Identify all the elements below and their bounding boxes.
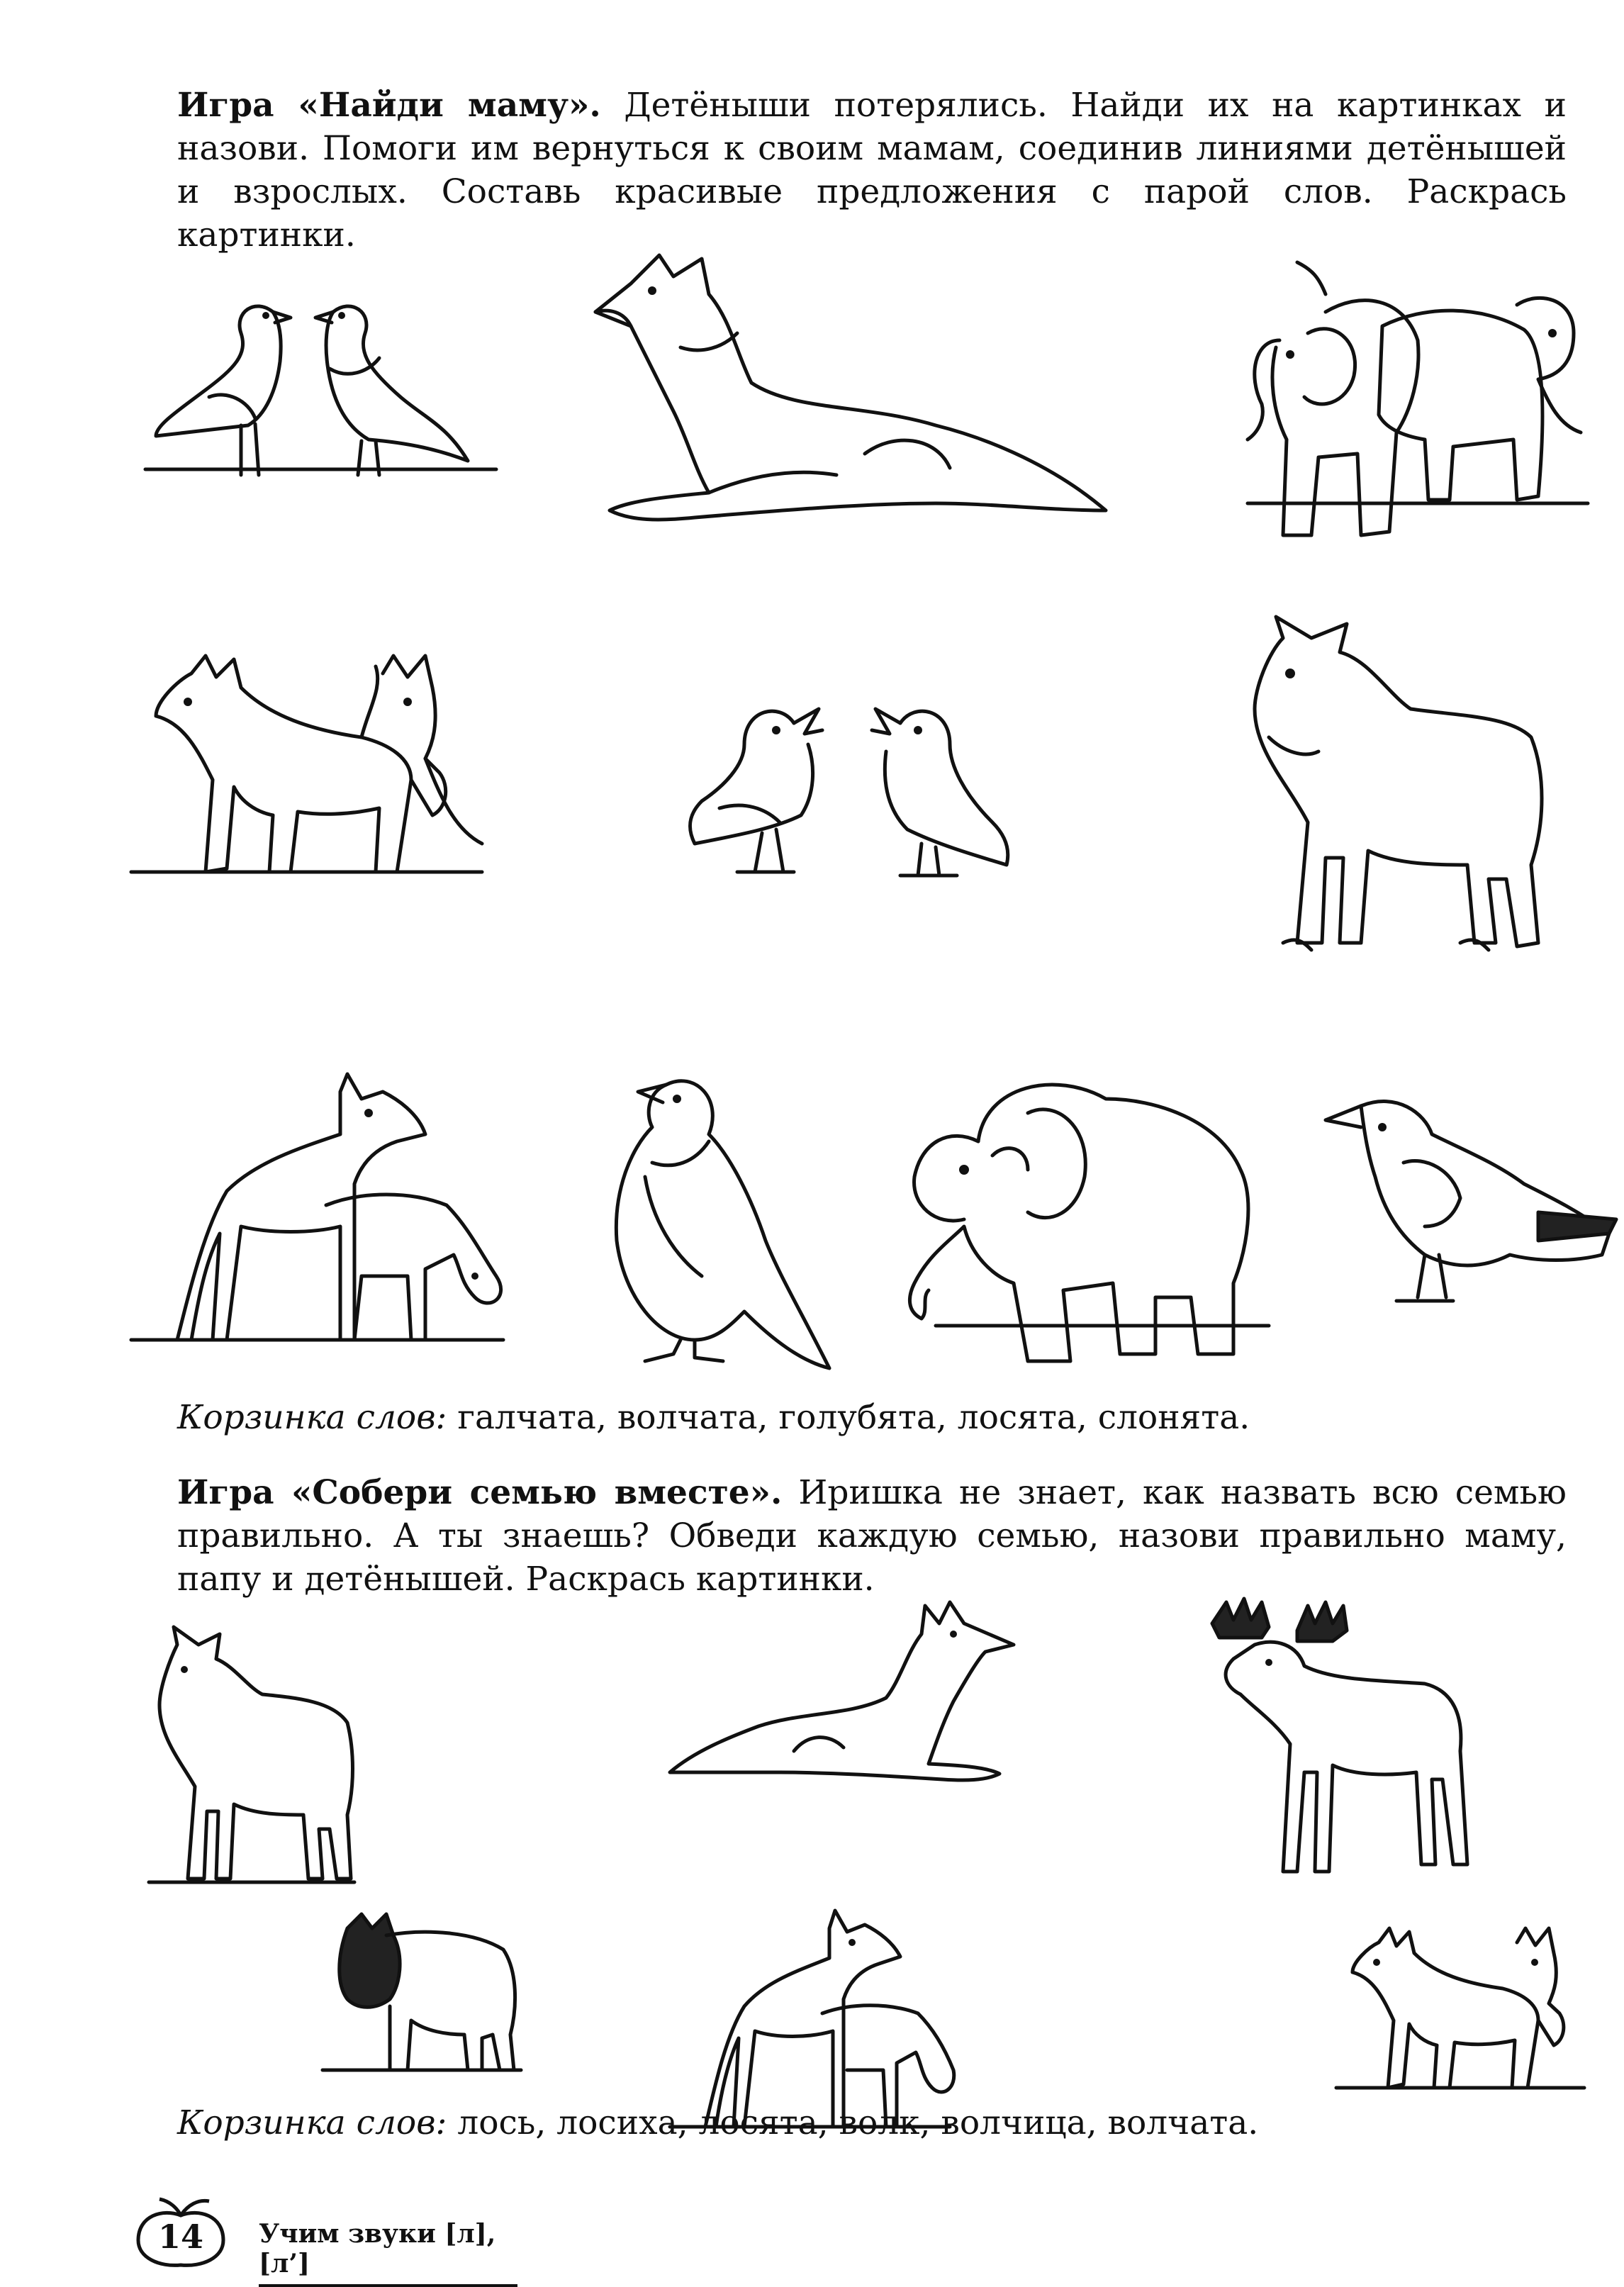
two-jackdaw-chicks-icon bbox=[681, 702, 1014, 886]
game1-basket-label: Корзинка слов: bbox=[177, 1398, 447, 1437]
game2-basket-words: лось, лосиха, лосята, волк, волчица, волчата. bbox=[447, 2103, 1259, 2142]
game2-text: Иришка не знает, как назвать всю семью правильно. А ты знаешь? Обведи каждую семью, назови правильно маму, папу и детёнышей. Раскрась картинки. bbox=[177, 1473, 1567, 1599]
two-wolf-cubs-icon bbox=[128, 645, 489, 900]
game1-title: Игра «Найди маму». bbox=[177, 86, 601, 125]
game2-basket-label: Корзинка слов: bbox=[177, 2103, 447, 2142]
game2-instructions bbox=[177, 1471, 1567, 1601]
moose-cow-icon bbox=[1226, 610, 1567, 978]
game2-word-basket bbox=[177, 2102, 1258, 2145]
page-number: 14 bbox=[157, 2218, 203, 2256]
two-moose-calves-icon bbox=[128, 1070, 510, 1375]
game1-instructions bbox=[177, 84, 1567, 257]
game1-word-basket bbox=[177, 1397, 1250, 1439]
two-wolf-cubs-icon bbox=[1333, 1921, 1588, 2106]
game1-text: Детёныши потерялись. Найди их на картинках и назови. Помоги им вернуться к своим мамам, соединив линиями детёнышей и взрослых. Составь красивые предложения с парой слов. Раскрась картинки. bbox=[177, 86, 1567, 255]
she-wolf-lying-icon bbox=[567, 241, 1120, 539]
page-number-apple-badge bbox=[135, 2205, 227, 2269]
bull-moose-icon bbox=[1191, 1595, 1482, 1907]
game1-basket-words: галчата, волчата, голубята, лосята, слонята. bbox=[447, 1398, 1250, 1437]
elephant-icon bbox=[886, 1070, 1283, 1382]
footer-title: Учим звуки [л], [л’] bbox=[259, 2219, 517, 2287]
jackdaw-icon bbox=[1311, 1092, 1623, 1326]
two-elephant-calves-icon bbox=[1241, 262, 1595, 560]
pigeon-icon bbox=[588, 1070, 836, 1375]
two-pigeon-chicks-icon bbox=[142, 284, 503, 496]
wolf-icon bbox=[319, 1907, 525, 2084]
she-wolf-lying-icon bbox=[666, 1595, 1014, 1801]
game2-title: Игра «Собери семью вместе». bbox=[177, 1473, 783, 1512]
moose-cow-icon bbox=[142, 1623, 369, 1907]
